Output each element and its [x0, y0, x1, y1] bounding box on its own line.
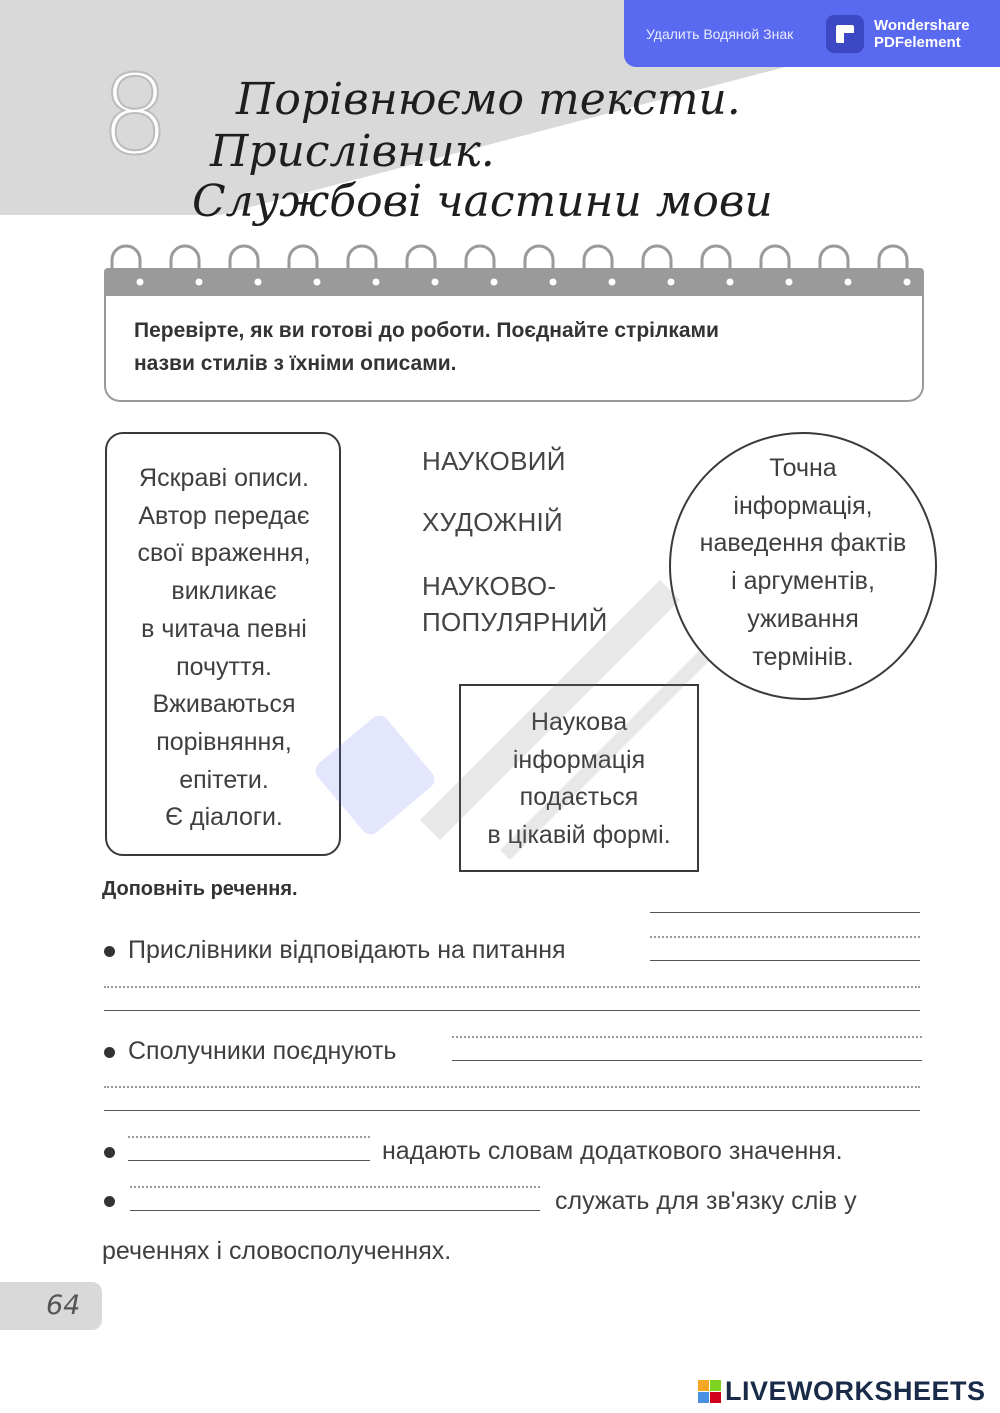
notebook-ring-holes — [104, 240, 924, 300]
style-name-popular[interactable] — [422, 568, 608, 640]
description-line: Наукова — [530, 708, 628, 736]
title-line-3: Службові частини мови — [192, 176, 773, 227]
sentence-prepositions: служать для зв'язку слів у — [555, 1187, 857, 1215]
answer-line[interactable] — [452, 1060, 922, 1061]
style-name-artistic[interactable]: ХУДОЖНІЙ — [422, 507, 564, 537]
description-line: Автор передає — [138, 501, 310, 530]
sentence-adverbs: Прислівники відповідають на питання — [128, 936, 566, 964]
bullet — [104, 1047, 115, 1058]
bullet — [104, 946, 115, 957]
guide-line — [650, 936, 920, 938]
description-line: в читача певні — [141, 614, 307, 643]
description-line: термінів. — [752, 642, 854, 671]
description-line: почуття. — [176, 652, 272, 681]
task-instruction — [134, 314, 894, 380]
guide-line — [104, 1086, 920, 1088]
description-line: інформація, — [733, 491, 873, 520]
description-precise-text — [669, 450, 937, 676]
description-artistic-text — [107, 460, 341, 837]
task-instruction-line-2: назви стилів з їхніми описами. — [134, 352, 457, 375]
style-name-popular-line-1: НАУКОВО- — [422, 571, 557, 601]
description-line: в цікавій формі. — [487, 821, 671, 850]
guide-line — [104, 986, 920, 988]
description-line: і аргументів, — [731, 567, 875, 596]
description-popular-text — [459, 704, 699, 855]
page-number: 64 — [46, 1290, 81, 1321]
answer-line[interactable] — [650, 960, 920, 961]
description-line: епітети. — [179, 765, 269, 794]
sentence-particles: надають словам додаткового значення. — [382, 1137, 843, 1165]
watermark-brand — [874, 17, 970, 51]
style-name-popular-line-2: ПОПУЛЯРНИЙ — [422, 607, 608, 637]
task-instruction-line-1: Перевірте, як ви готові до роботи. Поєднайте стрілками — [134, 319, 719, 342]
liveworksheets-logo — [698, 1376, 986, 1407]
guide-line — [452, 1036, 922, 1038]
style-name-scientific[interactable]: НАУКОВИЙ — [422, 446, 566, 476]
bullet — [104, 1196, 115, 1207]
answer-line[interactable] — [104, 1110, 920, 1111]
description-line: уживання — [747, 604, 859, 633]
description-line: свої враження, — [137, 539, 311, 568]
answer-line[interactable] — [650, 912, 920, 913]
liveworksheets-blocks-icon — [698, 1380, 721, 1403]
answer-line[interactable] — [104, 1010, 920, 1011]
guide-line — [128, 1136, 370, 1138]
description-line: викликає — [171, 577, 277, 606]
guide-line — [130, 1186, 540, 1188]
title-line-1: Порівнюємо тексти. — [236, 74, 741, 125]
description-line: подається — [519, 783, 639, 812]
description-line: Вживаються — [152, 690, 296, 719]
description-line: порівняння, — [156, 727, 292, 756]
sentence-conjunctions: Сполучники поєднують — [128, 1037, 397, 1065]
exercise-heading: Доповніть речення. — [102, 878, 298, 900]
answer-line[interactable] — [130, 1210, 540, 1211]
watermark-banner[interactable] — [624, 0, 1000, 67]
sentence-prepositions-cont: реченнях і словосполученнях. — [102, 1237, 452, 1265]
title-line-2: Прислівник. — [210, 126, 495, 177]
remove-watermark-link[interactable]: Удалить Водяной Знак — [646, 25, 794, 42]
pdfelement-logo-icon — [826, 15, 864, 53]
answer-line[interactable] — [128, 1160, 370, 1161]
watermark-brand-line1: Wondershare — [874, 16, 970, 34]
lesson-number: 8 — [100, 51, 170, 179]
description-line: Яскраві описи. — [139, 464, 309, 492]
description-line: інформація — [512, 745, 646, 774]
liveworksheets-brand: LIVEWORKSHEETS — [725, 1376, 986, 1406]
bullet — [104, 1147, 115, 1158]
description-line: Точна — [769, 454, 837, 482]
watermark-brand-line2: PDFelement — [874, 33, 961, 51]
description-line: наведення фактів — [699, 529, 907, 558]
description-line: Є діалоги. — [165, 803, 283, 832]
